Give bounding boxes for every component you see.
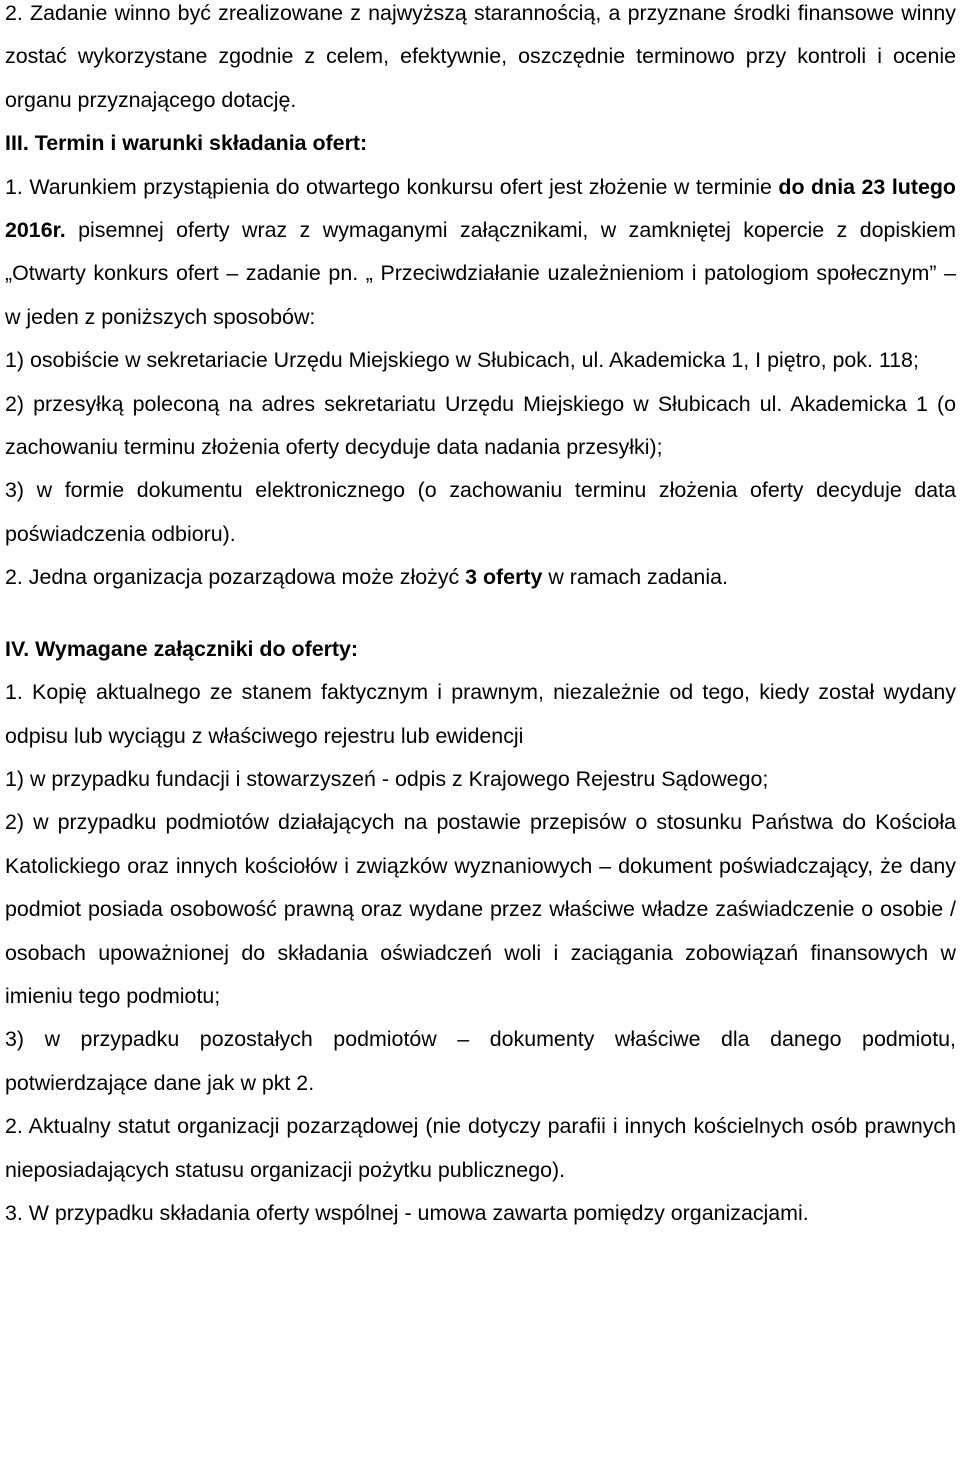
section-3-paragraph-2-rest: w ramach zadania. (542, 565, 728, 590)
attachment-item-2: 2) w przypadku podmiotów działających na postawie przepisów o stosunku Państwa do Kościoła Katolickiego oraz innych kościołów i związków wyznaniowych – dokument poświadczający, że dany podmiot posiada osobowość prawną oraz wydane przez właściwe władze zaświadczenie o osobie / osobach upoważnionej do składania oświadczeń woli i zaciągania zobowiązań finansowych w imieniu tego podmiotu; (5, 810, 956, 1008)
section-3-paragraph-1 (5, 166, 956, 340)
section-3-heading: III. Termin i warunki składania ofert: (5, 131, 368, 156)
section-3-paragraph-2 (5, 556, 956, 599)
attachment-item-1: 1) w przypadku fundacji i stowarzyszeń - odpis z Krajowego Rejestru Sądowego; (5, 766, 769, 791)
section-3-paragraph-1-intro: 1. Warunkiem przystąpienia do otwartego konkursu ofert jest złożenie w terminie (5, 174, 779, 199)
submission-method-2: 2) przesyłką poleconą na adres sekretariatu Urzędu Miejskiego w Słubicach ul. Akademicka 1 (o zachowaniu terminu złożenia oferty decyduje data nadania przesyłki); (5, 391, 956, 460)
section-4-paragraph-3: 3. W przypadku składania oferty wspólnej - umowa zawarta pomiędzy organizacjami. (5, 1200, 809, 1225)
section-4-paragraph-1: 1. Kopię aktualnego ze stanem faktycznym i prawnym, niezależnie od tego, kiedy został wydany odpisu lub wyciągu z właściwego rejestru lub ewidencji (5, 680, 956, 748)
attachment-item-3: 3) w przypadku pozostałych podmiotów – dokumenty właściwe dla danego podmiotu, potwierdzające dane jak w pkt 2. (5, 1027, 956, 1095)
submission-method-1: 1) osobiście w sekretariacie Urzędu Miejskiego w Słubicach, ul. Akademicka 1, I piętro, pok. 118; (5, 348, 919, 373)
offer-count: 3 oferty (465, 565, 543, 590)
section-4-heading: IV. Wymagane załączniki do oferty: (5, 636, 359, 661)
paragraph-2-task-execution: 2. Zadanie winno być zrealizowane z najwyższą starannością, a przyznane środki finansowe winny zostać wykorzystane zgodnie z celem, efektywnie, oszczędnie terminowo przy kontroli i ocenie organu przyznającego dotację. (5, 1, 956, 112)
deadline-date: do dnia 23 lutego 2016r. (5, 174, 956, 243)
submission-method-3: 3) w formie dokumentu elektronicznego (o zachowaniu terminu złożenia oferty decyduje data poświadczenia odbioru). (5, 478, 956, 546)
section-3-paragraph-2-intro: 2. Jedna organizacja pozarządowa może złożyć (5, 565, 466, 590)
section-4-paragraph-2: 2. Aktualny statut organizacji pozarządowej (nie dotyczy parafii i innych kościelnych osób prawnych nieposiadających statusu organizacji pożytku publicznego). (5, 1114, 956, 1182)
section-3-paragraph-1-rest: pisemnej oferty wraz z wymaganymi załącznikami, w zamkniętej kopercie z dopiskiem „Otwarty konkurs ofert – zadanie pn. „ Przeciwdziałanie uzależnieniom i patologiom społecznym” – w jeden z poniższych sposobów: (5, 218, 956, 329)
